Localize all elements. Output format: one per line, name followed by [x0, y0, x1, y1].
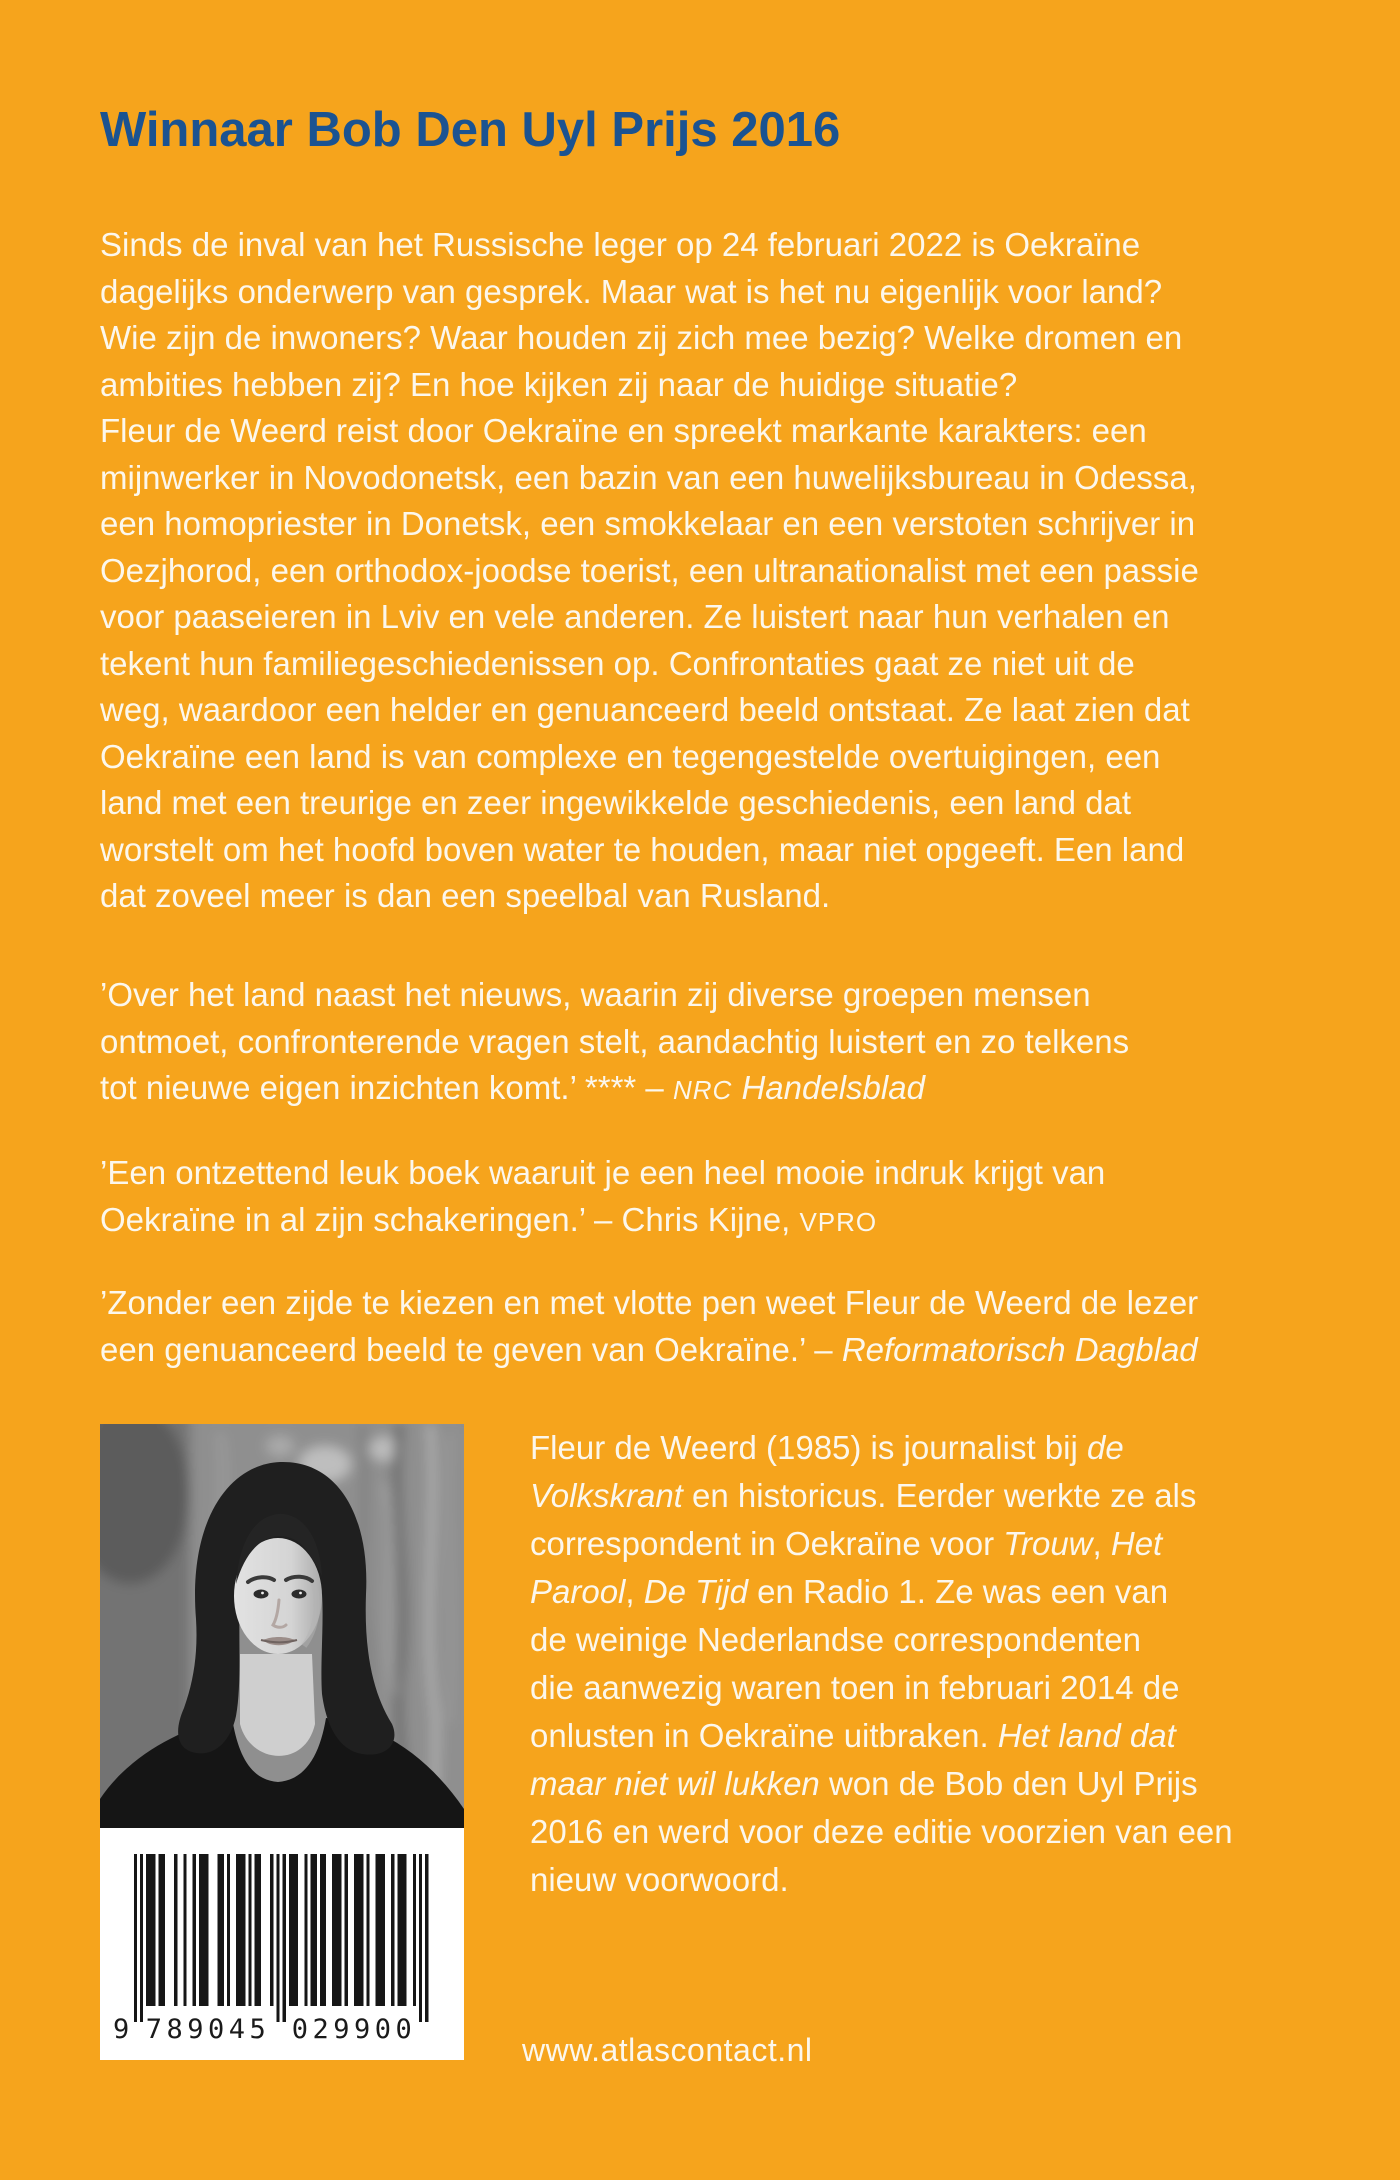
text-line	[100, 1327, 1198, 1374]
barcode-digits-right: 029900	[291, 2014, 417, 2045]
barcode-bar	[345, 1854, 348, 2006]
text-line	[530, 1616, 1330, 1664]
barcode-bar	[218, 1854, 221, 2006]
text-line	[100, 1019, 1129, 1066]
barcode-bar	[236, 1854, 239, 2006]
barcode-bar	[335, 1854, 338, 2006]
text-line	[530, 1664, 1330, 1712]
text-segment: mijnwerker in Novodonetsk, een bazin van een huwelijksbureau in Odessa,	[100, 458, 1197, 496]
text-line	[100, 315, 1199, 362]
barcode-bar	[152, 1854, 155, 2006]
barcode-bar	[292, 1854, 295, 2006]
text-line	[100, 594, 1199, 641]
barcode-bar	[360, 1854, 363, 2006]
text-line	[530, 1520, 1330, 1568]
barcode-bar	[419, 1854, 422, 2022]
text-segment: Volkskrant	[530, 1477, 683, 1514]
text-segment: ,	[625, 1573, 644, 1610]
text-segment: weg, waardoor een helder en genuanceerd beeld ontstaat. Ze laat zien dat	[100, 691, 1190, 728]
text-line	[100, 548, 1199, 595]
barcode-bar	[149, 1854, 152, 2006]
text-segment: correspondent in Oekraïne voor	[530, 1525, 1004, 1562]
award-title: Winnaar Bob Den Uyl Prijs 2016	[100, 103, 841, 157]
text-line	[100, 455, 1199, 502]
text-segment: tekent hun familiegeschiedenissen op. Confrontaties gaat ze niet uit de	[100, 644, 1135, 682]
text-line	[530, 1568, 1330, 1616]
text-line	[100, 780, 1199, 827]
text-segment: Fleur de Weerd reist door Oekraïne en spreekt markante karakters: een	[100, 412, 1147, 449]
author-bio	[530, 1424, 1330, 1904]
barcode-bar	[357, 1854, 360, 2006]
barcode-bar	[183, 1854, 186, 2006]
barcode-bar	[354, 1854, 357, 2006]
barcode-graphic	[100, 1828, 464, 2060]
barcode-bar	[376, 1854, 379, 2006]
text-segment: ambities hebben zij? En hoe kijken zij naar de huidige situatie?	[100, 365, 1018, 403]
barcode-bar	[227, 1854, 230, 2006]
text-segment: De Tijd	[643, 1573, 748, 1610]
text-segment: NRC	[672, 1075, 733, 1105]
text-segment: 2016 en werd voor deze editie voorzien van een	[530, 1813, 1233, 1850]
text-line	[100, 362, 1199, 409]
author-photo-illustration	[100, 1424, 464, 1828]
text-segment: ’Een ontzettend leuk boek waaruit je een heel mooie indruk krijgt van	[100, 1154, 1106, 1191]
author-photo	[100, 1424, 464, 1828]
isbn-barcode	[100, 1828, 464, 2060]
text-line	[530, 1424, 1330, 1472]
text-line	[100, 873, 1199, 920]
text-segment: onlusten in Oekraïne uitbraken.	[530, 1717, 998, 1754]
barcode-bar	[404, 1854, 407, 2006]
barcode-bar	[382, 1854, 385, 2006]
text-line	[100, 222, 1199, 269]
text-segment: worstelt om het hoofd boven water te houden, maar niet opgeeft. Een land	[100, 830, 1185, 868]
text-line	[100, 734, 1199, 781]
barcode-bar	[193, 1854, 196, 2006]
barcode-bar	[146, 1854, 149, 2006]
text-segment: dat zoveel meer is dan een speelbal van Rusland.	[100, 877, 831, 914]
barcode-bar	[140, 1854, 143, 2022]
barcode-bar	[366, 1854, 369, 2006]
barcode-bar	[159, 1854, 162, 2006]
barcode-bar	[314, 1854, 317, 2006]
text-segment: en Radio 1. Ze was een van	[747, 1573, 1169, 1610]
text-segment: maar niet wil lukken	[530, 1765, 820, 1802]
text-line	[530, 1808, 1330, 1856]
text-segment: ’Zonder een zijde te kiezen en met vlotte pen weet Fleur de Weerd de lezer	[100, 1284, 1199, 1321]
barcode-bar	[174, 1854, 177, 2006]
text-segment: de	[1086, 1429, 1124, 1466]
barcode-bar	[242, 1854, 245, 2006]
text-segment: ’Over het land naast het nieuws, waarin zij diverse groepen mensen	[100, 976, 1091, 1013]
text-segment: land met een treurige en zeer ingewikkelde geschiedenis, een land dat	[100, 784, 1132, 821]
text-segment: Oezjhorod, een orthodox-joodse toerist, een ultranationalist met een passie	[100, 551, 1199, 589]
text-segment: Wie zijn de inwoners? Waar houden zij zich mee bezig? Welke dromen en	[100, 319, 1183, 356]
text-segment: VPRO	[799, 1206, 878, 1237]
barcode-bar	[391, 1854, 394, 2006]
text-line	[530, 1472, 1330, 1520]
text-line	[100, 687, 1199, 734]
barcode-bar	[255, 1854, 258, 2006]
barcode-bar	[304, 1854, 307, 2006]
barcode-bar	[283, 1854, 286, 2022]
text-segment: dagelijks onderwerp van gesprek. Maar wat is het nu eigenlijk voor land?	[100, 272, 1163, 310]
text-segment: Het	[1110, 1525, 1163, 1562]
text-line	[100, 1197, 1105, 1246]
text-line	[100, 408, 1199, 455]
text-line	[100, 827, 1199, 874]
text-line	[530, 1712, 1330, 1760]
text-line	[100, 269, 1199, 316]
quote-vpro	[100, 1150, 1105, 1245]
text-segment: Sinds de inval van het Russische leger op 24 februari 2022 is Oekraïne	[100, 226, 1141, 263]
barcode-bar	[413, 1854, 416, 2006]
text-segment: Trouw	[1003, 1525, 1093, 1562]
text-line	[100, 501, 1199, 548]
text-segment: Parool	[530, 1573, 626, 1610]
barcode-digits-left: 789045	[145, 2014, 271, 2045]
publisher-website: www.atlascontact.nl	[522, 2032, 813, 2068]
photo-neck	[240, 1654, 315, 1756]
text-segment: en historicus. Eerder werkte ze als	[682, 1477, 1197, 1514]
text-segment: een homopriester in Donetsk, een smokkelaar en een verstoten schrijver in	[100, 505, 1196, 542]
text-segment: de weinige Nederlandse correspondenten	[530, 1621, 1141, 1658]
barcode-bar	[311, 1854, 314, 2006]
text-segment: won de Bob den Uyl Prijs	[819, 1765, 1198, 1802]
text-segment: die aanwezig waren toen in februari 2014 de	[530, 1669, 1180, 1706]
barcode-bar	[249, 1854, 252, 2006]
barcode-bar	[332, 1854, 335, 2006]
text-line	[100, 641, 1199, 688]
barcode-bar	[425, 1854, 428, 2022]
barcode-bar	[289, 1854, 292, 2006]
quote-reformatorisch-dagblad	[100, 1280, 1198, 1373]
text-segment: Oekraïne in al zijn schakeringen.’ – Chris Kijne,	[100, 1200, 800, 1238]
barcode-bar	[397, 1854, 400, 2006]
barcode-bar	[323, 1854, 326, 2006]
barcode-bar	[134, 1854, 137, 2022]
barcode-bar	[162, 1854, 165, 2006]
text-line	[530, 1760, 1330, 1808]
barcode-bar	[239, 1854, 242, 2006]
synopsis-text	[100, 222, 1199, 920]
text-segment: ontmoet, confronterende vragen stelt, aandachtig luistert en zo telkens	[100, 1022, 1130, 1060]
barcode-bar	[199, 1854, 202, 2006]
text-segment: tot nieuwe eigen inzichten komt.’ **** –	[100, 1069, 673, 1106]
barcode-digit-first: 9	[113, 2014, 130, 2045]
barcode-bar	[320, 1854, 323, 2006]
text-segment: Reformatorisch Dagblad	[841, 1330, 1198, 1368]
text-line	[100, 972, 1129, 1019]
text-line	[530, 1856, 1330, 1904]
text-segment: Het land dat	[997, 1717, 1176, 1754]
text-line	[100, 1065, 1129, 1114]
barcode-bar	[338, 1854, 341, 2006]
barcode-bar	[400, 1854, 403, 2006]
barcode-bar	[221, 1854, 224, 2006]
text-segment: Handelsblad	[741, 1069, 925, 1106]
barcode-bar	[295, 1854, 298, 2006]
barcode-bar	[379, 1854, 382, 2006]
text-segment: Fleur de Weerd (1985) is journalist bij	[530, 1429, 1087, 1466]
text-line	[100, 1150, 1105, 1197]
text-segment: nieuw voorwoord.	[530, 1861, 789, 1898]
barcode-bar	[270, 1854, 273, 2006]
text-segment: Oekraïne een land is van complexe en tegengestelde overtuigingen, een	[100, 737, 1161, 775]
text-segment: ,	[1092, 1525, 1111, 1562]
text-line	[100, 1280, 1198, 1327]
barcode-bar	[202, 1854, 205, 2006]
text-segment: voor paaseieren in Lviv en vele anderen. Ze luistert naar hun verhalen en	[100, 598, 1170, 635]
barcode-bar	[258, 1854, 261, 2006]
barcode-bar	[205, 1854, 208, 2006]
quote-nrc-handelsblad	[100, 972, 1129, 1114]
barcode-bar	[276, 1854, 279, 2022]
text-segment: een genuanceerd beeld te geven van Oekraïne.’ –	[100, 1330, 842, 1368]
